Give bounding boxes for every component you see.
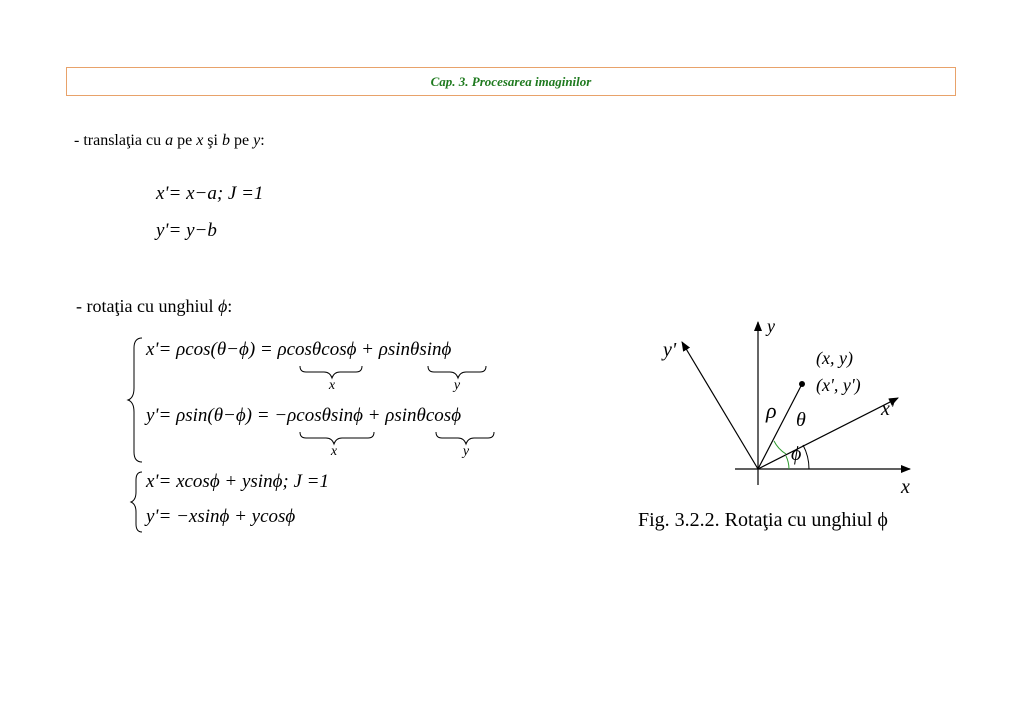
text-pe-2: pe	[229, 132, 254, 149]
rotation-equation-x: x'= ρcos(θ−ϕ) = ρcosθcosϕ + ρsinθsinϕ	[146, 339, 452, 360]
label-y-prime-axis: y'	[663, 339, 677, 361]
translation-lead: - translaţia cu	[74, 132, 166, 149]
label-x-prime-axis: x'	[881, 398, 895, 420]
phi-arc-inner	[786, 456, 789, 469]
phi-arc	[803, 445, 809, 469]
text-pe: pe	[173, 132, 197, 149]
var-x: x	[196, 132, 204, 149]
colon: :	[227, 296, 233, 316]
phi-symbol: ϕ	[217, 296, 228, 316]
label-point-xy: (x, y)	[816, 348, 853, 368]
text-si: şi	[203, 132, 222, 149]
label-y-axis: y	[767, 316, 775, 336]
translation-equation-x: x'= x−a; J =1	[156, 183, 264, 204]
rotation-matrix-equation-x: x'= xcosϕ + ysinϕ; J =1	[146, 471, 330, 492]
label-rho: ρ	[766, 398, 777, 423]
x-prime-axis	[758, 398, 898, 469]
var-y: y	[253, 132, 261, 149]
label-point-xy-prime: (x', y')	[816, 375, 861, 395]
figure-caption: Fig. 3.2.2. Rotaţia cu unghiul ϕ	[638, 509, 888, 531]
label-phi: ϕ	[791, 443, 802, 465]
chapter-title: Cap. 3. Procesarea imaginilor	[430, 74, 592, 89]
theta-arc	[774, 441, 786, 454]
label-x-axis: x	[901, 476, 910, 498]
var-b: b	[221, 132, 230, 149]
underbrace-label-y-2: y	[462, 444, 470, 459]
rotation-equation-y: y'= ρsin(θ−ϕ) = −ρcosθsinϕ + ρsinθcosϕ	[146, 405, 462, 426]
rotation-lead: - rotaţia cu unghiul	[76, 296, 218, 316]
point-marker	[799, 381, 805, 387]
underbrace-label-y-1: y	[453, 378, 461, 393]
label-theta: θ	[796, 409, 806, 431]
colon: :	[260, 132, 265, 149]
translation-equation-y: y'= y−b	[156, 220, 217, 241]
underbrace-label-x-2: x	[330, 444, 338, 459]
underbrace-label-x-1: x	[328, 378, 336, 393]
var-a: a	[165, 132, 174, 149]
rotation-matrix-equation-y: y'= −xsinϕ + ycosϕ	[146, 506, 296, 527]
y-prime-axis	[682, 342, 758, 469]
